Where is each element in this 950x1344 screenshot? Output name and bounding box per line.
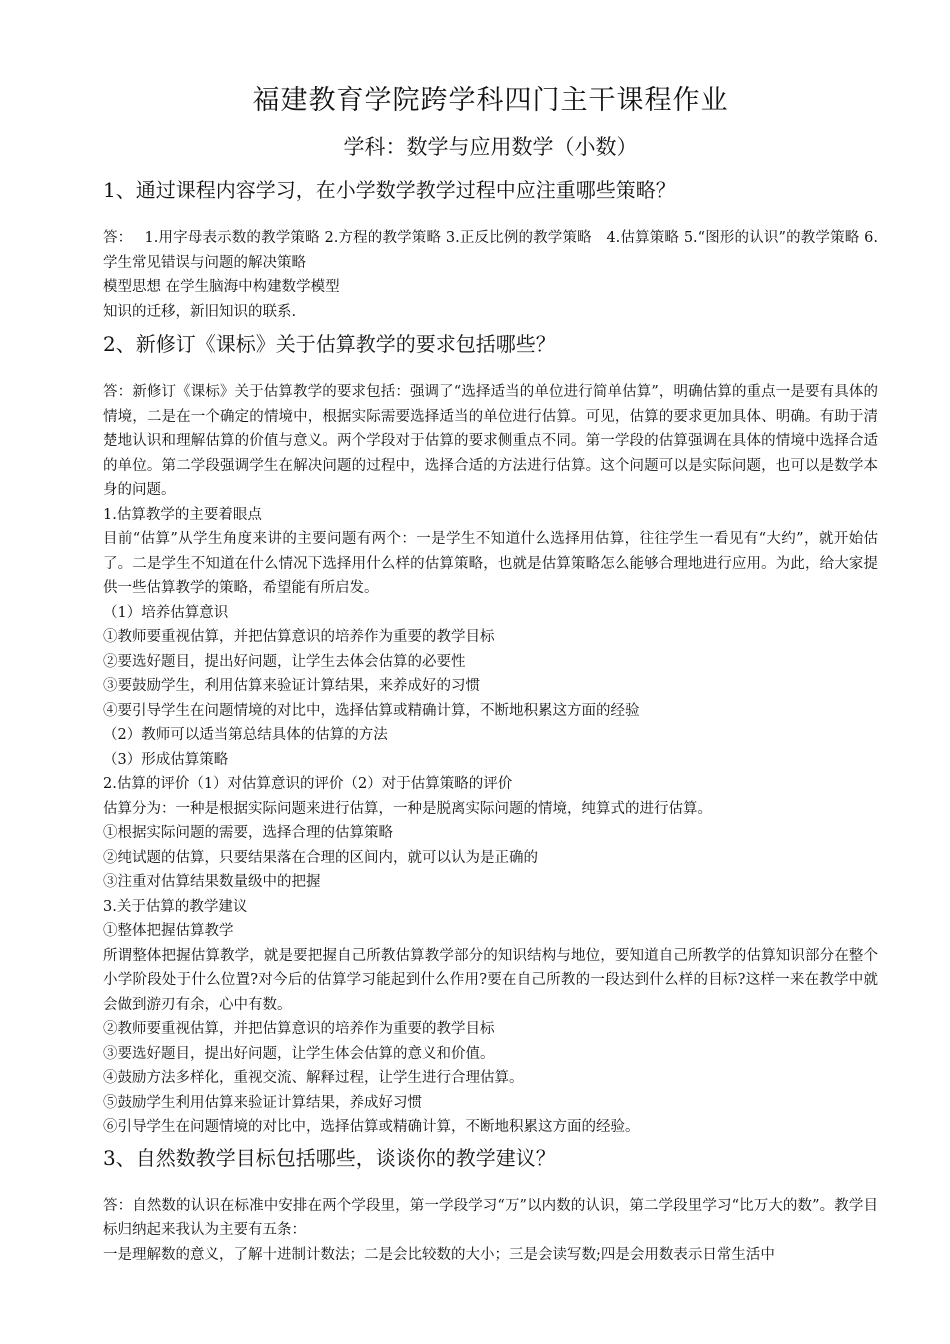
answer-paragraph: 答：新修订《课标》关于估算教学的要求包括：强调了“选择适当的单位进行简单估算”，明确估算的重点一是要有具体的情境，二是在一个确定的情境中，根据实际需要选择适当的单位进行估算。可见，估算的要求更加具体、明确。有助于清楚地认识和理解估算的价值与意义。两个学段对于估算的要求侧重点不同。第一学段的估算强调在具体的情境中选择合适的单位。第二学段强调学生在解决问题的过程中，选择合适的方法进行估算。这个问题可以是实际问题，也可以是数学本身的问题。 <box>103 384 878 498</box>
question-heading: 3、自然数教学目标包括哪些，谈谈你的教学建议？ <box>103 1145 556 1170</box>
answer-paragraph: 模型思想 在学生脑海中构建数学模型 <box>103 279 340 295</box>
answer-paragraph: ③注重对估算结果数量级中的把握 <box>103 874 321 890</box>
section-3 <box>103 1144 878 1268</box>
document-title: 福建教育学院跨学科四门主干课程作业 <box>252 85 729 116</box>
answer-paragraph: 一是理解数的意义，了解十进制计数法；二是会比较数的大小；三是会读写数;四是会用数表示日常生活中 <box>103 1246 775 1263</box>
section-2 <box>103 330 878 1140</box>
question-heading: 1、通过课程内容学习，在小学数学教学过程中应注重哪些策略？ <box>103 178 676 202</box>
answer-paragraph: ②教师要重视估算，并把估算意识的培养作为重要的教学目标 <box>103 1021 495 1037</box>
answer-paragraph: 2.估算的评价（1）对估算意识的评价（2）对于估算策略的评价 <box>103 776 513 792</box>
answer-paragraph: ③要选好题目，提出好问题，让学生体会估算的意义和价值。 <box>103 1045 495 1062</box>
answer-paragraph: 估算分为：一种是根据实际问题来进行估算，一种是脱离实际问题的情境，纯算式的进行估算。 <box>103 800 712 817</box>
answer-paragraph: 知识的迁移，新旧知识的联系. <box>103 303 297 320</box>
answer-paragraph: ①教师要重视估算，并把估算意识的培养作为重要的教学目标 <box>103 629 495 645</box>
answer-paragraph: 所谓整体把握估算教学，就是要把握自己所教估算教学部分的知识结构与地位，要知道自己所教学的估算知识部分在整个小学阶段处于什么位置?对今后的估算学习能起到什么作用?要在自己所教的一段达到什么样的目标?这样一来在教学中就会做到游刃有余，心中有数。 <box>103 947 878 1013</box>
answer-paragraph: ⑤鼓励学生利用估算来验证计算结果，养成好习惯 <box>103 1094 422 1111</box>
section-1 <box>103 176 878 324</box>
answer-paragraph: 1.估算教学的主要着眼点 <box>103 506 262 523</box>
answer-paragraph: ①整体把握估算教学 <box>103 923 234 939</box>
answer-paragraph: 答： 1.用字母表示数的教学策略 2.方程的教学策略 3.正反比例的教学策略 4.估算策略 5.“图形的认识”的教学策略 6.学生常见错误与问题的解决策略 <box>103 230 878 271</box>
question-heading: 2、新修订《课标》关于估算教学的要求包括哪些？ <box>103 332 556 356</box>
answer-paragraph: ③要鼓励学生，利用估算来验证计算结果，来养成好的习惯 <box>103 678 480 694</box>
answer-paragraph: ④鼓励方法多样化，重视交流、解释过程，让学生进行合理估算。 <box>103 1070 524 1086</box>
answer-paragraph: ⑥引导学生在问题情境的对比中，选择估算或精确计算，不断地积累这方面的经验。 <box>103 1119 640 1135</box>
document-subtitle: 学科：数学与应用数学（小数） <box>343 135 638 159</box>
answer-paragraph: （3）形成估算策略 <box>103 751 229 768</box>
answer-paragraph: 答：自然数的认识在标准中安排在两个学段里，第一学段学习“万”以内数的认识，第二学段里学习“比万大的数”。教学目标归纳起来我认为主要有五条： <box>103 1197 878 1238</box>
answer-paragraph: 目前“估算”从学生角度来讲的主要问题有两个：一是学生不知道什么选择用估算，往往学生一看见有“大约”，就开始估了。二是学生不知道在什么情况下选择用什么样的估算策略，也就是估算策略怎么能够合理地进行应用。为此，给大家提供一些估算教学的策略，希望能有所启发。 <box>103 531 878 596</box>
answer-paragraph: ②要选好题目，提出好问题，让学生去体会估算的必要性 <box>103 653 466 670</box>
answer-paragraph: 3.关于估算的教学建议 <box>103 898 248 915</box>
answer-paragraph: （2）教师可以适当第总结具体的估算的方法 <box>103 727 388 743</box>
answer-paragraph: ②纯试题的估算，只要结果落在合理的区间内，就可以认为是正确的 <box>103 849 538 866</box>
answer-paragraph: （1）培养估算意识 <box>103 604 229 621</box>
answer-paragraph: ①根据实际问题的需要，选择合理的估算策略 <box>103 825 393 841</box>
answer-paragraph: ④要引导学生在问题情境的对比中，选择估算或精确计算，不断地积累这方面的经验 <box>103 702 640 719</box>
